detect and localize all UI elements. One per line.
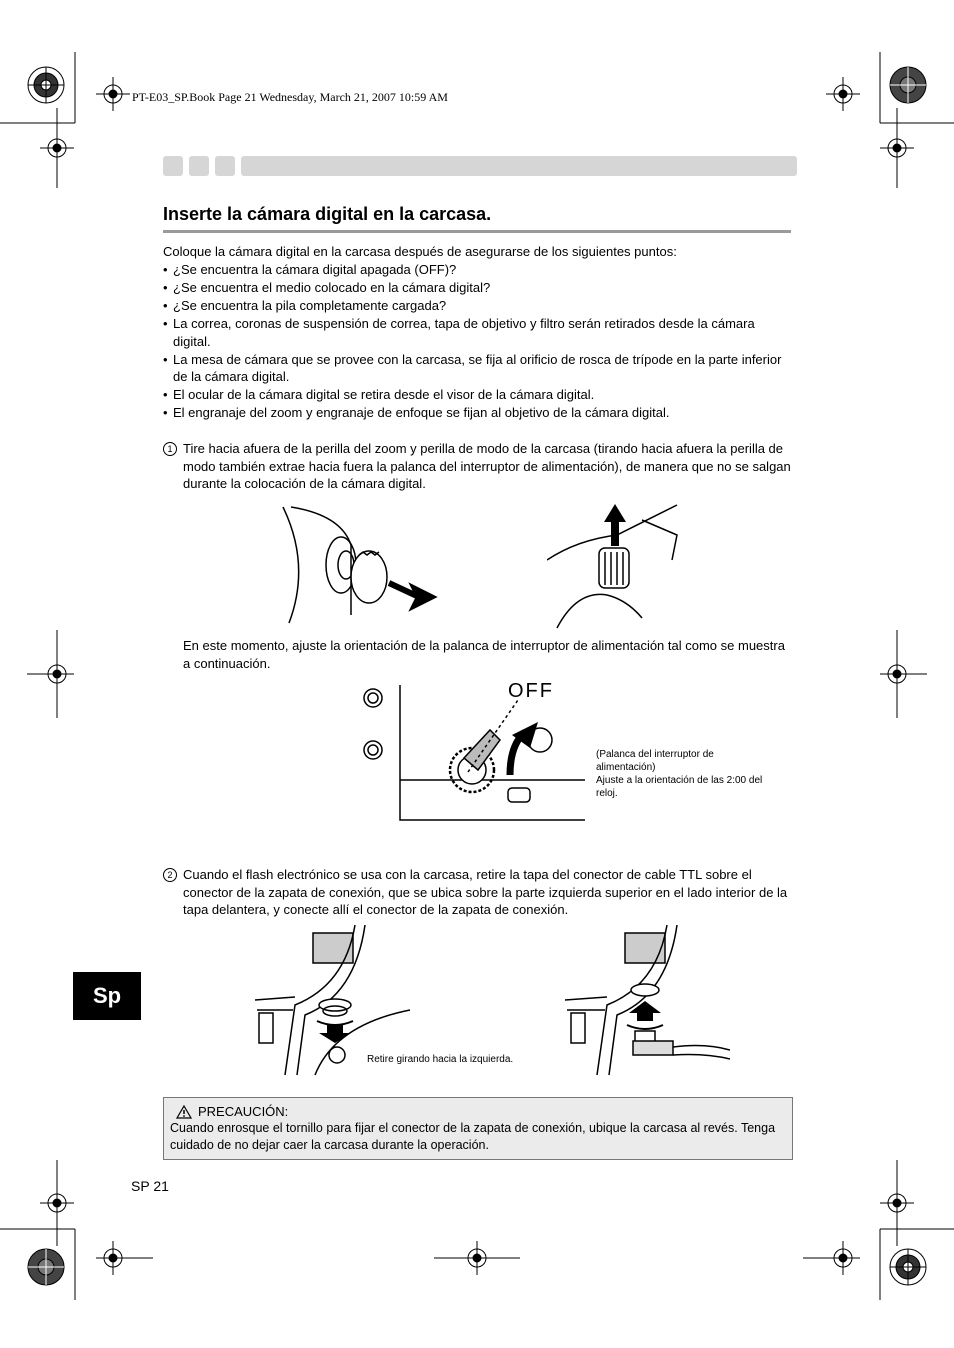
list-item: • La correa, coronas de suspensión de correa, tapa de objetivo y filtro serán retirados desde la cámara digital.: [163, 315, 793, 350]
list-item: • La mesa de cámara que se provee con la carcasa, se fija al orificio de rosca de trípode en la parte inferior de la cámara digital.: [163, 351, 793, 386]
attach-connector-illustration: [565, 925, 730, 1077]
file-info-header: PT-E03_SP.Book Page 21 Wednesday, March 21, 2007 10:59 AM: [132, 90, 448, 104]
color-rosette-icon: [28, 1249, 64, 1285]
checklist: [163, 261, 793, 422]
crosshair-icon: [434, 1241, 520, 1275]
power-lever-illustration: [360, 680, 590, 842]
rotate-arrow-icon: [317, 1021, 353, 1025]
arrow-down-icon: [319, 1025, 351, 1043]
list-item: • ¿Se encuentra el medio colocado en la cámara digital?: [163, 279, 793, 297]
step-number: 2: [163, 868, 177, 882]
caution-heading-row: [176, 1104, 288, 1119]
step-number: 1: [163, 442, 177, 456]
crosshair-icon: [40, 1160, 74, 1246]
warning-icon: [176, 1105, 192, 1119]
zoom-knob-illustration: [281, 505, 441, 625]
header-band-box: [163, 156, 183, 176]
crosshair-icon: [880, 630, 927, 718]
step-2-text: Cuando el flash electrónico se usa con la carcasa, retire la tapa del conector de cable TTL sobre el conector de la zapata de conexión, que se ubica sobre la parte izquierda superior en el lado interior de la tapa delantera, y conecte allí el conector de la zapata de conexión.: [183, 867, 788, 917]
color-rosette-icon: [890, 67, 926, 103]
crosshair-icon: [803, 1241, 860, 1275]
caution-box: [163, 1097, 793, 1160]
color-rosette-icon: [890, 1249, 926, 1285]
list-item: • El engranaje del zoom y engranaje de enfoque se fijan al objetivo de la cámara digital.: [163, 404, 793, 422]
language-tab: Sp: [73, 972, 141, 1020]
list-item: • ¿Se encuentra la cámara digital apagada (OFF)?: [163, 261, 793, 279]
step-1-note: En este momento, ajuste la orientación de la palanca de interruptor de alimentación tal como se muestra a continuación.: [183, 638, 785, 671]
header-band-bar: [241, 156, 797, 176]
section-title: Inserte la cámara digital en la carcasa.: [163, 204, 492, 224]
crosshair-icon: [96, 1241, 153, 1275]
caution-heading: PRECAUCIÓN:: [198, 1104, 289, 1119]
step-1-text: Tire hacia afuera de la perilla del zoom y perilla de modo de la carcasa (tirando hacia afuera la perilla de modo también extrae hacia fuera la palanca del interruptor de alimentación), de manera que no se salgan durante la colocación de la cámara digital.: [183, 441, 791, 491]
mode-knob-illustration: [547, 500, 682, 630]
caution-text: Cuando enrosque el tornillo para fijar el conector de la zapata de conexión, ubique la carcasa al revés. Tenga cuidado de no dejar caer la carcasa durante la operación.: [170, 1121, 776, 1152]
list-item: • ¿Se encuentra la pila completamente cargada?: [163, 297, 793, 315]
crosshair-icon: [826, 77, 860, 111]
list-item: • El ocular de la cámara digital se retira desde el visor de la cámara digital.: [163, 386, 793, 404]
off-label: OFF: [508, 680, 554, 702]
header-band-box: [189, 156, 209, 176]
page-number: SP 21: [131, 1178, 169, 1194]
lever-caption: (Palanca del interruptor de alimentación) Ajuste a la orientación de las 2:00 del reloj.: [596, 749, 763, 799]
arrow-icon: [611, 520, 619, 546]
crosshair-icon: [40, 108, 74, 188]
crosshair-icon: [880, 108, 914, 188]
rotate-arrow-icon: [627, 1025, 663, 1029]
crosshair-icon: [880, 1160, 914, 1246]
crosshair-icon: [27, 630, 74, 718]
intro-text: Coloque la cámara digital en la carcasa después de asegurarse de los siguientes puntos:: [163, 244, 677, 259]
remove-cap-caption: Retire girando hacia la izquierda.: [367, 1054, 514, 1065]
arrow-icon: [389, 583, 431, 605]
header-band-box: [215, 156, 235, 176]
crosshair-icon: [96, 77, 130, 111]
arrow-up-icon: [629, 1001, 661, 1021]
title-underline: [163, 230, 791, 233]
color-rosette-icon: [28, 67, 64, 103]
